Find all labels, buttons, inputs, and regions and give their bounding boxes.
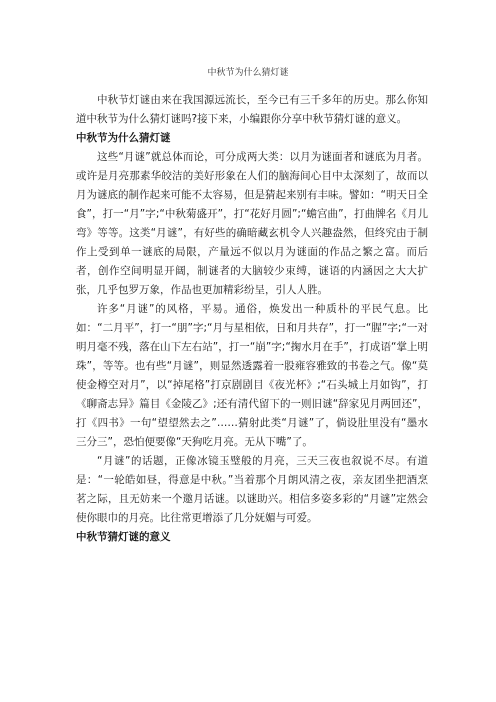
body-paragraph: 这些“月谜”就总体而论，可分成两大类：以月为谜面者和谜底为月者。或许是月亮那素华皎洁的美好形象在人们的脑海间心目中太深刻了，故而以月为谜底的制作起来可能不太容易，但是猜起来别有丰味。譬如：“明天日全食”，打一“月”字;“中秋菊盛开”，打“花好月圆”;“蟾宫曲”，打曲牌名《月儿弯》等等。这类“月谜”，有好些的确暗藏玄机令人兴趣盎然，但终究由于制作上受到单一谜底的局限，产量远不似以月为谜面的作品之繁之富。而后者，创作空间明显开阔，制谜者的大脑较少束缚，谜语的内涵因之大大扩张，几乎包罗万象，作品也更加精彩纷呈，引人人胜。 bbox=[76, 151, 428, 296]
body-paragraph: 许多“月谜”的风格，平易。通俗，焕发出一种质朴的平民气息。比如：“二月平”，打一“朋”字;“月与星相依，日和月共存”，打一“腥”字;“一对明月毫不残，落在山下左右站”，打一“崩”字;“掬水月在手”，打成语“掌上明珠”，等等。也有些“月谜”，则显然透露着一股雍容雅致的书卷之气。像“莫使金樽空对月”，以“掉尾格”打京剧剧目《夜光杯》;“石头城上月如钩”，打《聊斋志异》篇目《金陵乙》;还有清代留下的一则旧谜“辞家见月两回还”，打《四书》一句“望望然去之”……猜射此类“月谜”了，倘设肚里没有“墨水三分三”，恐怕便要像“天狗吃月亮。无从下嘴”了。 bbox=[76, 303, 428, 448]
section-heading-meaning: 中秋节猜灯谜的意义 bbox=[76, 531, 171, 543]
page-title: 中秋节为什么猜灯谜 bbox=[207, 68, 289, 78]
section-heading-why: 中秋节为什么猜灯谜 bbox=[76, 132, 171, 144]
body-paragraph: “月谜”的话题，正像冰镜玉璧般的月亮，三天三夜也叙说不尽。有道是：“一轮皓如昼，得意是中秋。”当着那个月朗风清之夜，亲友团坐把酒烹茗之际，且无妨来一个邀月话谜。以谜助兴。相信多姿多彩的“月谜”定然会使你眼巾的月亮。比往常更增添了几分妩媚与可爱。 bbox=[76, 455, 428, 524]
intro-paragraph: 中秋节灯谜由来在我国源远流长，至今已有三千多年的历史。那么你知道中秋节为什么猜灯谜吗?接下来，小编跟你分享中秋节猜灯谜的意义。 bbox=[76, 94, 428, 125]
document-body bbox=[76, 91, 428, 547]
